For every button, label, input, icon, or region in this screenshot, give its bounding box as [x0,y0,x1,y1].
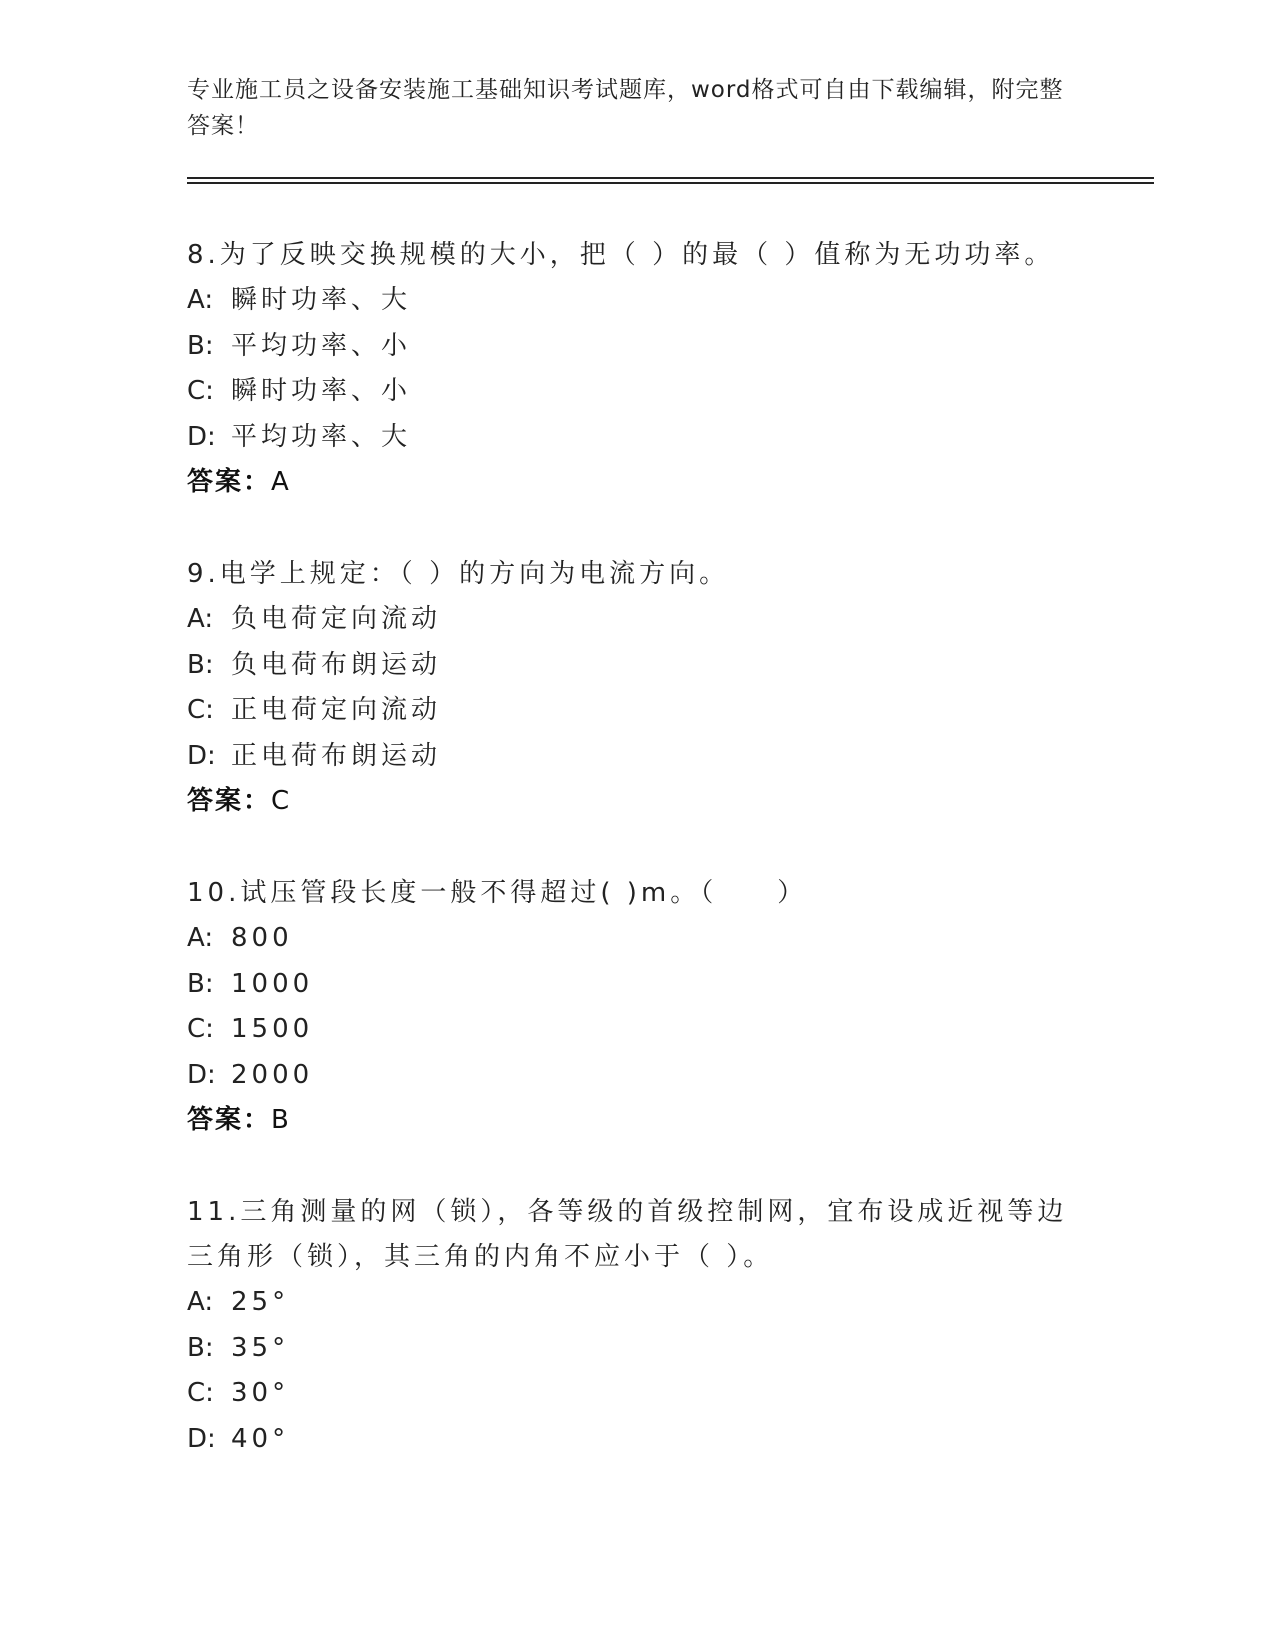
option-letter: B: [187,1332,214,1363]
option-letter: B: [187,968,214,999]
option-letter: B: [187,649,214,680]
answer-line [187,460,1087,506]
option-b [187,324,1087,370]
option-letter: D: [187,1059,216,1090]
option-c [187,688,1087,734]
question-9 [187,552,1087,825]
option-c [187,1007,1087,1053]
option-a [187,916,1087,962]
option-c [187,1371,1087,1417]
option-letter: C: [187,1378,214,1408]
option-d [187,415,1087,461]
option-text: 平均功率、大 [231,421,412,452]
option-c [187,369,1087,415]
option-text: 瞬时功率、小 [231,376,412,406]
option-text: 35° [231,1332,290,1363]
option-letter: C: [187,1014,214,1044]
option-text: 瞬时功率、大 [231,285,412,315]
option-text: 800 [231,923,293,953]
option-letter: D: [187,1423,216,1454]
header-divider-top [187,177,1154,179]
answer-label: 答案： [187,467,272,497]
question-10 [187,871,1087,1144]
option-text: 负电荷布朗运动 [231,649,442,680]
option-d [187,1053,1087,1099]
option-text: 30° [231,1378,290,1408]
option-d [187,734,1087,780]
answer-value: C [271,786,292,816]
question-stem: 9.电学上规定：（ ）的方向为电流方向。 [187,559,730,589]
question-stem: 8.为了反映交换规模的大小，把（ ）的最（ ）值称为无功功率。 [187,240,1055,270]
option-b [187,643,1087,689]
option-letter: A: [187,1287,214,1317]
header-divider-bottom [187,182,1154,184]
question-stem: 11.三角测量的网（锁），各等级的首级控制网，宜布设成近视等边三角形（锁），其三角的内角不应小于（ ）。 [187,1197,1068,1272]
option-letter: C: [187,376,214,406]
answer-line [187,1098,1087,1144]
option-d [187,1417,1087,1463]
answer-value: B [271,1105,291,1135]
option-text: 1000 [231,968,314,999]
option-letter: A: [187,285,214,315]
answer-value: A [271,467,291,497]
option-text: 2000 [231,1059,314,1090]
question-stem: 10.试压管段长度一般不得超过( )m。（ ） [187,878,808,908]
question-11 [187,1190,1087,1462]
option-a [187,278,1087,324]
document-header: 专业施工员之设备安装施工基础知识考试题库，word格式可自由下载编辑，附完整答案！ [187,77,1064,139]
option-text: 平均功率、小 [231,330,412,361]
option-a [187,1280,1087,1326]
option-b [187,962,1087,1008]
answer-label: 答案： [187,786,272,816]
answer-label: 答案： [187,1105,272,1135]
question-8 [187,233,1087,506]
option-text: 25° [231,1287,290,1317]
option-letter: C: [187,695,214,725]
option-a [187,597,1087,643]
option-text: 正电荷定向流动 [231,695,442,725]
option-b [187,1326,1087,1372]
option-letter: A: [187,923,214,953]
answer-line [187,779,1087,825]
option-text: 正电荷布朗运动 [231,740,442,771]
option-text: 1500 [231,1014,314,1044]
option-text: 40° [231,1423,290,1454]
option-letter: A: [187,604,214,634]
option-text: 负电荷定向流动 [231,604,442,634]
option-letter: D: [187,740,216,771]
option-letter: B: [187,330,214,361]
option-letter: D: [187,421,216,452]
